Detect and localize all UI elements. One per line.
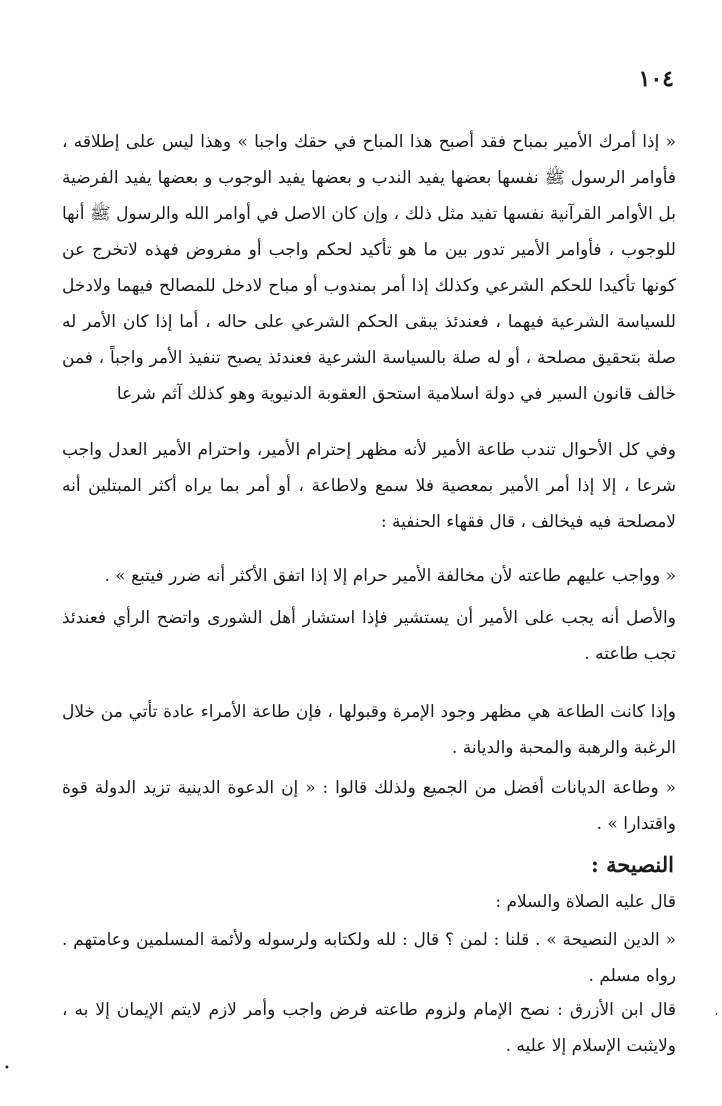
paragraph-5: وإذا كانت الطاعة هي مظهر وجود الإمرة وقبولها ، فإن طاعة الأمراء عادة تأتي من خلال الرغبة والرهبة والمحبة والديانة . [62,702,676,758]
hadith-intro: قال عليه الصلاة والسلام : [495,892,676,912]
hadith-text: « الدين النصيحة » . قلنا : لمن ؟ قال : لله ولكتابه ولرسوله ولأئمة المسلمين وعامتهم . رواه مسلم . [62,930,676,986]
paragraph-1: « إذا أمرك الأمير بمباح فقد أصبح هذا المباح في حقك واجبا » وهذا ليس على إطلاقه ، فأوامر الرسول ﷺ نفسها بعضها يفيد الندب و بعضها يفيد الوجوب و بعضها يفيد الفرضية بل الأوامر القرآنية نفسها تفيد مثل ذلك ، وإن كان الاصل في أوامر الله والرسول ﷺ أنها للوجوب ، فأوامر الأمير تدور بين ما هو تأكيد لحكم واجب أو مفروض فهذه لاتخرج عن كونها تأكيدا للحكم الشرعي وكذلك إذا أمر بمندوب أو مباح لادخل للمصالح فيهما ولادخل للسياسة الشرعية فيهما ، فعندئذ يبقى الحكم الشرعي على حاله ، أما إذا كان الأمر له صلة بتحقيق مصلحة ، أو له صلة بالسياسة الشرعية فعندئذ يصبح تنفيذ الأمر واجباً ، فمن خالف قانون السير في دولة اسلامية استحق العقوبة الدنيوية وهو كذلك آثم شرعا [62,132,676,404]
paragraph-3: « وواجب عليهم طاعته لأن مخالفة الأمير حرام إلا إذا اتفق الأكثر أنه ضرر فيتبع » . [104,566,676,586]
paragraph-6: « وطاعة الديانات أفضل من الجميع ولذلك قالوا : « إن الدعوة الدينية تزيد الدولة قوة واقتدارا » . [62,778,676,834]
margin-mark-left: • [4,1063,10,1074]
ibn-al-azraq-quote: قال ابن الأزرق : نصح الإمام ولزوم طاعته فرض واجب وأمر لازم لايتم الإيمان إلا به ، ولايثبت الإسلام إلا عليه . [62,1000,676,1056]
section-heading: النصيحة : [591,852,674,877]
page-number: ١٠٤ [638,66,674,92]
paragraph-2: وفي كل الأحوال تندب طاعة الأمير لأنه مظهر إحترام الأمير، واحترام الأمير العدل واجب شرعا ، إلا إذا أمر الأمير بمعصية فلا سمع ولاطاعة ، أو أمر بما يراه أكثر المبتلين أنه لامصلحة فيه فيخالف ، قال فقهاء الحنفية : [62,440,676,532]
paragraph-4: والأصل أنه يجب على الأمير أن يستشير فإذا استشار أهل الشورى واتضح الرأي فعندئذ تجب طاعته . [62,608,676,664]
margin-mark-right: ، [714,1007,718,1018]
